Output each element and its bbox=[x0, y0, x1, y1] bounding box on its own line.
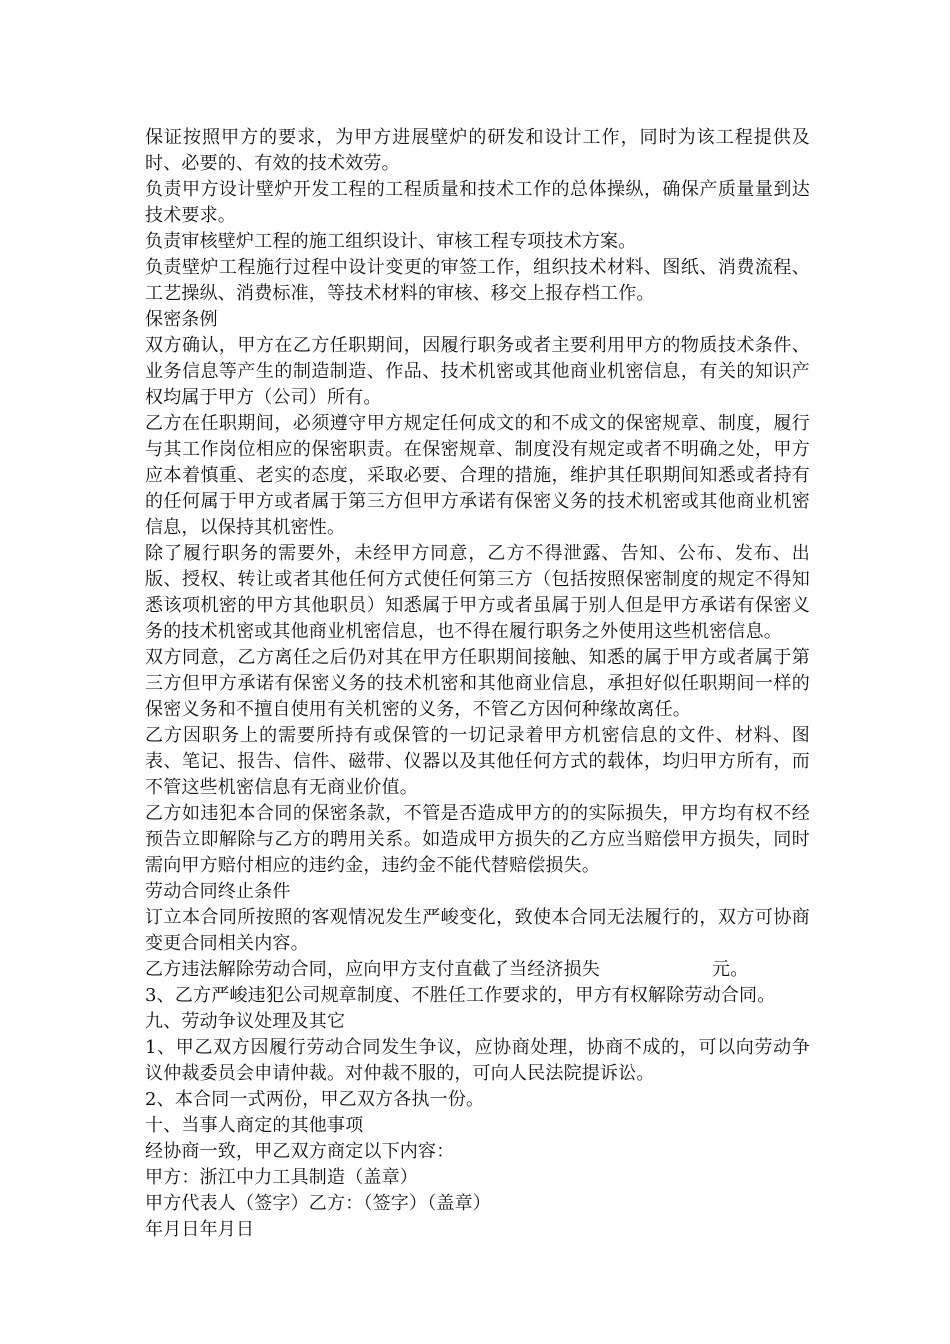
paragraph-arbitration: 1、甲乙双方因履行劳动合同发生争议，应协商处理，协商不成的，可以向劳动争议仲裁委员会申请仲裁。对仲裁不服的，可向人民法院提诉讼。 bbox=[145, 1037, 810, 1084]
section-heading-confidentiality: 保密条例 bbox=[145, 309, 218, 330]
compensation-text: 乙方违法解除劳动合同，应向甲方支付直截了当经济损失 bbox=[145, 959, 600, 980]
section-heading-termination: 劳动合同终止条件 bbox=[145, 881, 291, 902]
paragraph-records-ownership: 乙方因职务上的需要所持有或保管的一切记录着甲方机密信息的文件、材料、图表、笔记、报告、信件、磁带、仪器以及其他任何方式的载体，均归甲方所有，而不管这些机密信息有无商业价值。 bbox=[145, 725, 810, 798]
paragraph-agreement: 经协商一致，甲乙双方商定以下内容： bbox=[145, 1141, 455, 1162]
paragraph-change-circumstances: 订立本合同所按照的客观情况发生严峻变化，致使本合同无法履行的，双方可协商变更合同相关内容。 bbox=[145, 907, 810, 954]
paragraph-compensation bbox=[145, 957, 810, 983]
date-line: 年月日年月日 bbox=[145, 1219, 255, 1240]
paragraph-design-review: 负责审核壁炉工程的施工组织设计、审核工程专项技术方案。 bbox=[145, 231, 637, 252]
document-body bbox=[145, 125, 810, 1243]
paragraph-confidentiality-duty: 乙方在任职期间，必须遵守甲方规定任何成文的和不成文的保密规章、制度，履行与其工作岗位相应的保密职责。在保密规章、制度没有规定或者不明确之处，甲方应本着慎重、老实的态度，采取必要、合理的措施，维护其任职期间知悉或者持有的任何属于甲方或者属于第三方但甲方承诺有保密义务的技术机密或其他商业机密信息，以保持其机密性。 bbox=[145, 413, 810, 538]
paragraph-breach-penalty: 乙方如违犯本合同的保密条款，不管是否造成甲方的的实际损失，甲方均有权不经预告立即解除与乙方的聘用关系。如造成甲方损失的乙方应当赔偿甲方损失，同时需向甲方赔付相应的违约金，违约金不能代替赔偿损失。 bbox=[145, 803, 810, 876]
paragraph-post-employment: 双方同意，乙方离任之后仍对其在甲方任职期间接触、知悉的属于甲方或者属于第三方但甲方承诺有保密义务的技术机密和其他商业信息，承担好似任职期间一样的保密义务和不擅自使用有关机密的义务，不管乙方因何种缘故离任。 bbox=[145, 647, 810, 720]
paragraph-rd-service: 保证按照甲方的要求，为甲方进展壁炉的研发和设计工作，同时为该工程提供及时、必要的、有效的技术效劳。 bbox=[145, 127, 810, 174]
paragraph-ip-ownership: 双方确认，甲方在乙方任职期间，因履行职务或者主要利用甲方的物质技术条件、业务信息等产生的制造制造、作品、技术机密或其他商业机密信息，有关的知识产权均属于甲方（公司）所有。 bbox=[145, 335, 810, 408]
section-heading-other-matters: 十、当事人商定的其他事项 bbox=[145, 1115, 364, 1136]
paragraph-design-change: 负责壁炉工程施行过程中设计变更的审签工作，组织技术材料、图纸、消费流程、工艺操纵、消费标准，等技术材料的审核、移交上报存档工作。 bbox=[145, 257, 810, 304]
paragraph-non-disclosure: 除了履行职务的需要外，未经甲方同意，乙方不得泄露、告知、公布、发布、出版、授权、转让或者其他任何方式使任何第三方（包括按照保密制度的规定不得知悉该项机密的甲方其他职员）知悉属于甲方或者虽属于别人但是甲方承诺有保密义务的技术机密或其他商业机密信息，也不得在履行职务之外使用这些机密信息。 bbox=[145, 543, 810, 642]
compensation-unit: 元。 bbox=[712, 959, 749, 980]
paragraph-dismissal-right: 3、乙方严峻违犯公司规章制度、不胜任工作要求的，甲方有权解除劳动合同。 bbox=[145, 985, 776, 1006]
party-a-line: 甲方：浙江中力工具制造（盖章） bbox=[145, 1167, 418, 1188]
signature-line: 甲方代表人（签字）乙方：（签字）（盖章） bbox=[145, 1193, 491, 1214]
paragraph-quality-control: 负责甲方设计壁炉开发工程的工程质量和技术工作的总体操纵，确保产质量量到达技术要求。 bbox=[145, 179, 810, 226]
paragraph-copies: 2、本合同一式两份，甲乙双方各执一份。 bbox=[145, 1089, 485, 1110]
section-heading-disputes: 九、劳动争议处理及其它 bbox=[145, 1011, 346, 1032]
